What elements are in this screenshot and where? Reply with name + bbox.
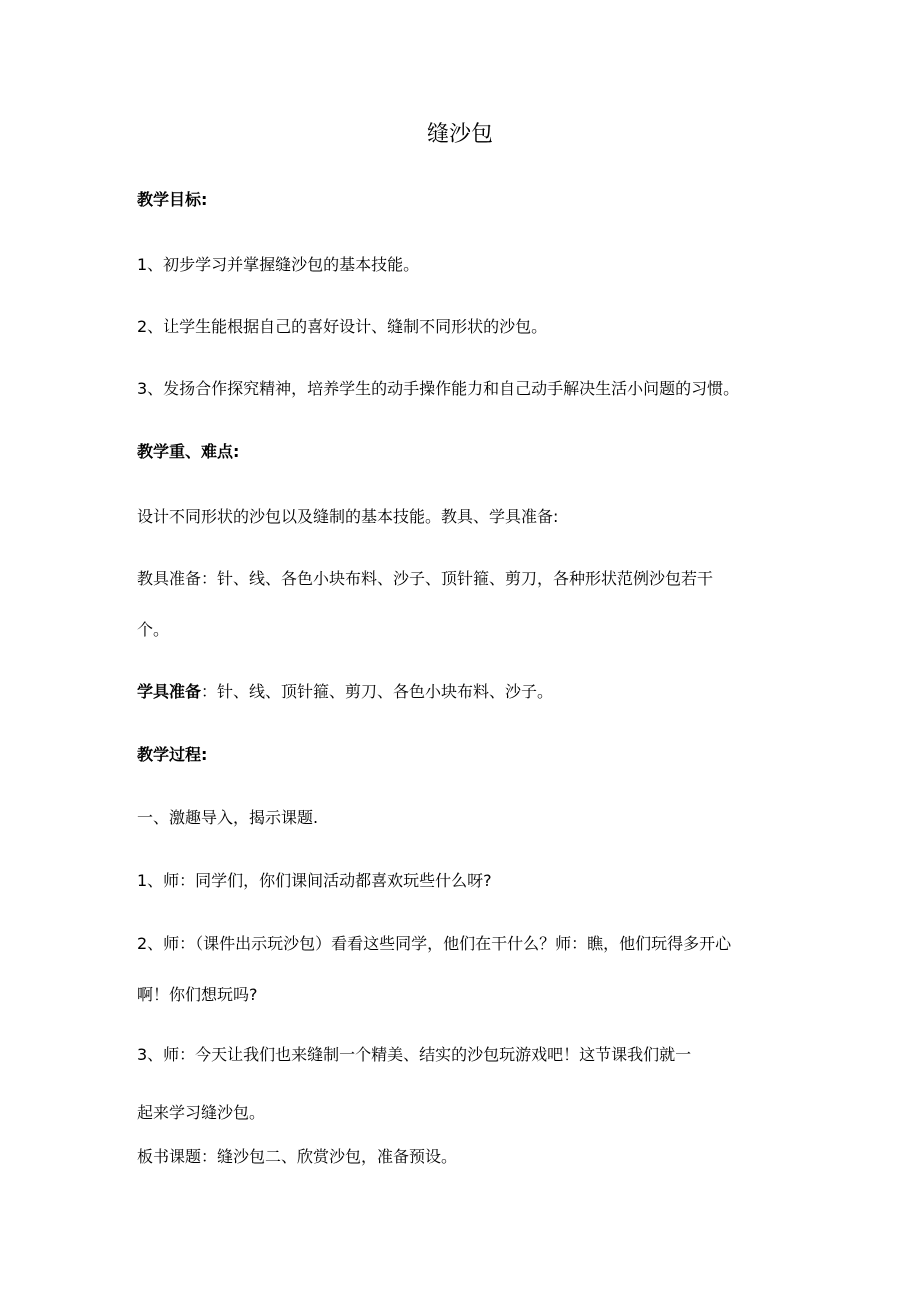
key-points-text: 设计不同形状的沙包以及缝制的基本技能。教具、学具准备: <box>137 507 559 526</box>
objective-item-3: 3、发扬合作探究精神，培养学生的动手操作能力和自己动手解决生活小问题的习惯。 <box>137 379 740 398</box>
board-title-line: 板书课题：缝沙包二、欣赏沙包，准备预设。 <box>137 1147 458 1166</box>
student-tools-label: 学具准备 <box>137 682 202 701</box>
process-question-2-line-1: 2、师：（课件出示玩沙包）看看这些同学，他们在干什么？师：瞧，他们玩得多开心 <box>137 934 732 953</box>
process-question-1: 1、师：同学们，你们课间活动都喜欢玩些什么呀? <box>137 871 492 890</box>
document-title: 缝沙包 <box>426 122 493 147</box>
process-question-3-line-2: 起来学习缝沙包。 <box>137 1103 266 1122</box>
process-question-3-line-1: 3、师：今天让我们也来缝制一个精美、结实的沙包玩游戏吧！这节课我们就一 <box>137 1045 692 1064</box>
objectives-heading: 教学目标: <box>137 190 208 209</box>
key-points-heading: 教学重、难点: <box>137 442 240 461</box>
teacher-tools-line-1: 教具准备：针、线、各色小块布料、沙子、顶针箍、剪刀，各种形状范例沙包若干 <box>137 569 714 588</box>
process-heading: 教学过程: <box>137 745 208 764</box>
student-tools-text: ：针、线、顶针箍、剪刀、各色小块布料、沙子。 <box>201 682 554 701</box>
objective-item-1: 1、初步学习并掌握缝沙包的基本技能。 <box>137 255 420 274</box>
objective-item-2: 2、让学生能根据自己的喜好设计、缝制不同形状的沙包。 <box>137 317 548 336</box>
process-question-2-line-2: 啊！你们想玩吗? <box>137 985 258 1004</box>
teacher-tools-line-2: 个。 <box>137 620 170 639</box>
student-tools-line <box>137 680 553 704</box>
process-section-1: 一、激趣导入，揭示课题. <box>137 808 319 827</box>
